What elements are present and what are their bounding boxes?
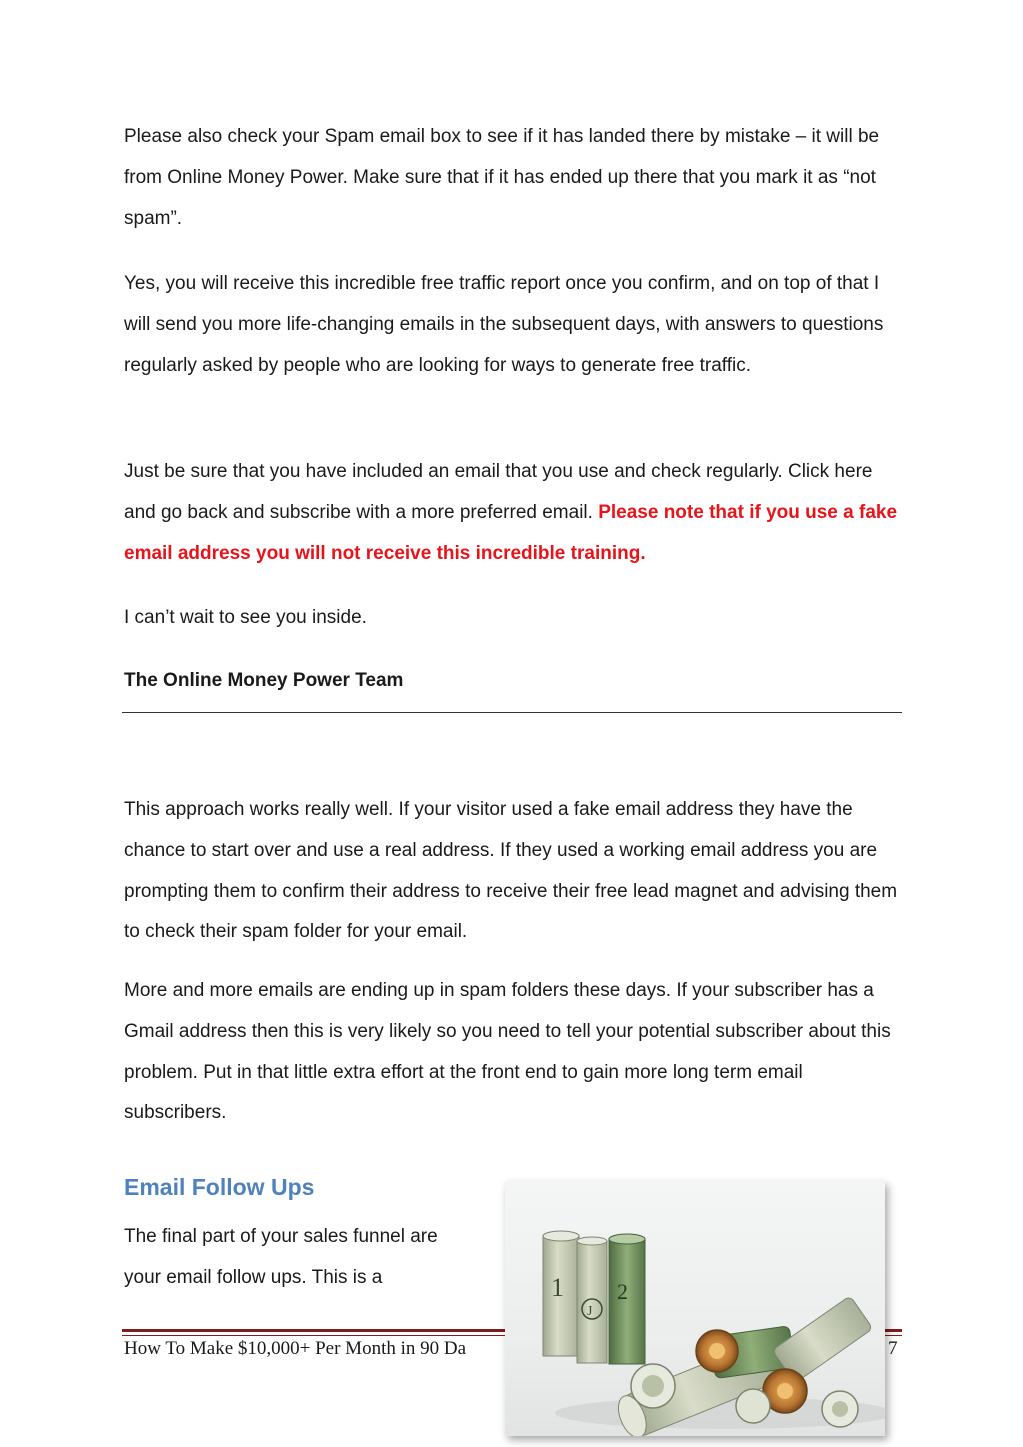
paragraph-approach: This approach works really well. If your visitor used a fake email address they have the chance to start over and use a real address. If they used a working email address you are prompting them to confirm their address to receive their free lead magnet and advising them to check their spam folder for your email. <box>124 799 898 943</box>
footer-title: How To Make $10,000+ Per Month in 90 Da <box>124 1338 467 1359</box>
paragraph-spam-folders: More and more emails are ending up in spam folders these days. If your subscriber has a Gmail address then this is very likely so you need to tell your potential subscriber about this problem. Put in that little extra effort at the front end to gain more long term email subscribers. <box>124 980 891 1124</box>
paragraph-fake-email-warning <box>124 452 904 574</box>
svg-text:J: J <box>587 1304 593 1319</box>
svg-text:1: 1 <box>551 1273 564 1302</box>
section-heading: Email Follow Ups <box>124 1174 315 1200</box>
paragraph-see-you: I can’t wait to see you inside. <box>124 607 367 628</box>
warning-red-text: Please note that if you use a fake email address you will not receive this incredible training. <box>124 501 898 564</box>
warning-lead-text: Just be sure that you have included an email that you use and check regularly. Click here and go back and subscribe with a more preferred email. <box>124 461 873 523</box>
paragraph-spam-check: Please also check your Spam email box to see if it has landed there by mistake – it will be from Online Money Power. Make sure that if it has ended up there that you mark it as “not spam”. <box>124 126 880 229</box>
paragraph-free-report: Yes, you will receive this incredible free traffic report once you confirm, and on top of that I will send you more life-changing emails in the subsequent days, with answers to questions regularly asked by people who are looking for ways to generate free traffic. <box>124 273 884 376</box>
svg-text:2: 2 <box>617 1279 628 1304</box>
rolled-dollar-bills-photo <box>505 1181 885 1436</box>
money-rolls-illustration <box>505 1181 885 1436</box>
signature: The Online Money Power Team <box>124 670 404 691</box>
divider <box>122 712 902 713</box>
page-number: 7 <box>888 1338 898 1359</box>
section-line-1: The final part of your sales funnel are <box>124 1226 438 1247</box>
section-line-2: your email follow ups. This is a <box>124 1267 383 1288</box>
